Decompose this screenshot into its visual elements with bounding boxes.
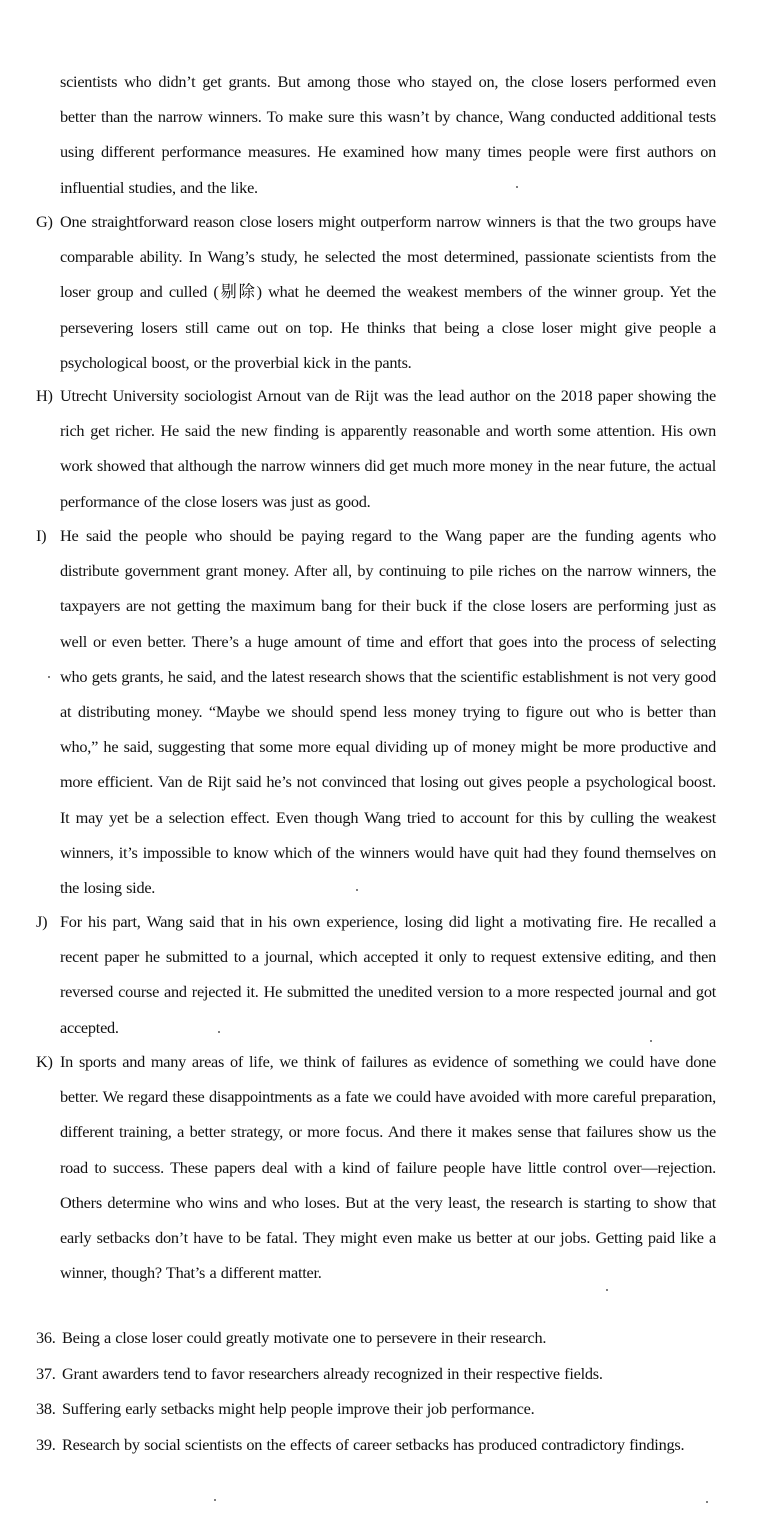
paragraph-h bbox=[36, 378, 716, 519]
question-36 bbox=[36, 1327, 726, 1349]
question-38 bbox=[36, 1398, 726, 1420]
question-text: Research by social scientists on the effects of career setbacks has produced contradictory findings. bbox=[62, 1435, 685, 1454]
scan-speck bbox=[650, 1040, 652, 1042]
question-number: 36. bbox=[36, 1328, 56, 1347]
paragraph-letter: J) bbox=[36, 912, 48, 931]
paragraph-g bbox=[36, 204, 716, 380]
scan-speck bbox=[48, 676, 50, 678]
paragraph-letter: H) bbox=[36, 386, 53, 405]
scan-speck bbox=[606, 1289, 608, 1291]
paragraph-i bbox=[36, 518, 716, 905]
paragraph-text: In sports and many areas of life, we think of failures as evidence of something we could have done better. We regard these disappointments as a fate we could have avoided with more careful preparation, different training, a better strategy, or more focus. And there it makes sense that failures show us the road to success. These papers deal with a kind of failure people have little control over—rejection. Others determine who wins and who loses. But at the very least, the research is starting to show that early setbacks don’t have to be fatal. They might even make us better at our jobs. Getting paid like a winner, though? That’s a different matter. bbox=[60, 1052, 716, 1283]
paragraph-text: He said the people who should be paying regard to the Wang paper are the funding agents who distribute government grant money. After all, by continuing to pile riches on the narrow winners, the taxpayers are not getting the maximum bang for their buck if the close losers are performing just as well or even better. There’s a huge amount of time and effort that goes into the process of selecting who gets grants, he said, and the latest research shows that the scientific establishment is not very good at distributing money. “Maybe we should spend less money trying to figure out who is better than who,” he said, suggesting that some more equal dividing up of money might be more productive and more efficient. Van de Rijt said he’s not convinced that losing out gives people a psychological boost. It may yet be a selection effect. Even though Wang tried to account for this by culling the weakest winners, it’s impossible to know which of the winners would have quit had they found themselves on the losing side. bbox=[60, 526, 716, 898]
paragraph-text: One straightforward reason close losers might outperform narrow winners is that the two groups have comparable ability. In Wang’s study, he selected the most determined, passionate scientists from the loser group and culled (剔除) what he deemed the weakest members of the winner group. Yet the persevering losers still came out on top. He thinks that being a close loser might give people a psychological boost, or the proverbial kick in the pants. bbox=[60, 212, 716, 372]
question-number: 39. bbox=[36, 1435, 56, 1454]
question-39 bbox=[36, 1434, 726, 1456]
question-37 bbox=[36, 1363, 726, 1385]
scan-speck bbox=[706, 1501, 708, 1503]
paragraph-letter: I) bbox=[36, 526, 47, 545]
paragraph-k bbox=[36, 1044, 716, 1290]
question-number: 38. bbox=[36, 1399, 56, 1418]
paragraph-text: For his part, Wang said that in his own experience, losing did light a motivating fire. He recalled a recent paper he submitted to a journal, which accepted it only to request extensive editing, and then reversed course and rejected it. He submitted the unedited version to a more respected journal and got accepted. bbox=[60, 912, 716, 1037]
question-number: 37. bbox=[36, 1364, 56, 1383]
scan-speck bbox=[214, 1499, 216, 1501]
paragraph-letter: K) bbox=[36, 1052, 53, 1071]
scan-speck bbox=[516, 186, 518, 188]
scan-speck bbox=[356, 889, 358, 891]
continuation-paragraph: scientists who didn’t get grants. But among those who stayed on, the close losers performed even better than the narrow winners. To make sure this wasn’t by chance, Wang conducted additional tests using different performance measures. He examined how many times people were first authors on influential studies, and the like. bbox=[60, 72, 716, 197]
question-text: Grant awarders tend to favor researchers already recognized in their respective fields. bbox=[62, 1364, 603, 1383]
paragraph-j bbox=[36, 904, 716, 1045]
question-text: Being a close loser could greatly motivate one to persevere in their research. bbox=[62, 1328, 547, 1347]
paragraph-letter: G) bbox=[36, 212, 53, 231]
scan-speck bbox=[218, 1031, 220, 1033]
paragraph-text: Utrecht University sociologist Arnout van de Rijt was the lead author on the 2018 paper showing the rich get richer. He said the new finding is apparently reasonable and worth some attention. His own work showed that although the narrow winners did get much more money in the near future, the actual performance of the close losers was just as good. bbox=[60, 386, 716, 511]
question-text: Suffering early setbacks might help people improve their job performance. bbox=[62, 1399, 535, 1418]
